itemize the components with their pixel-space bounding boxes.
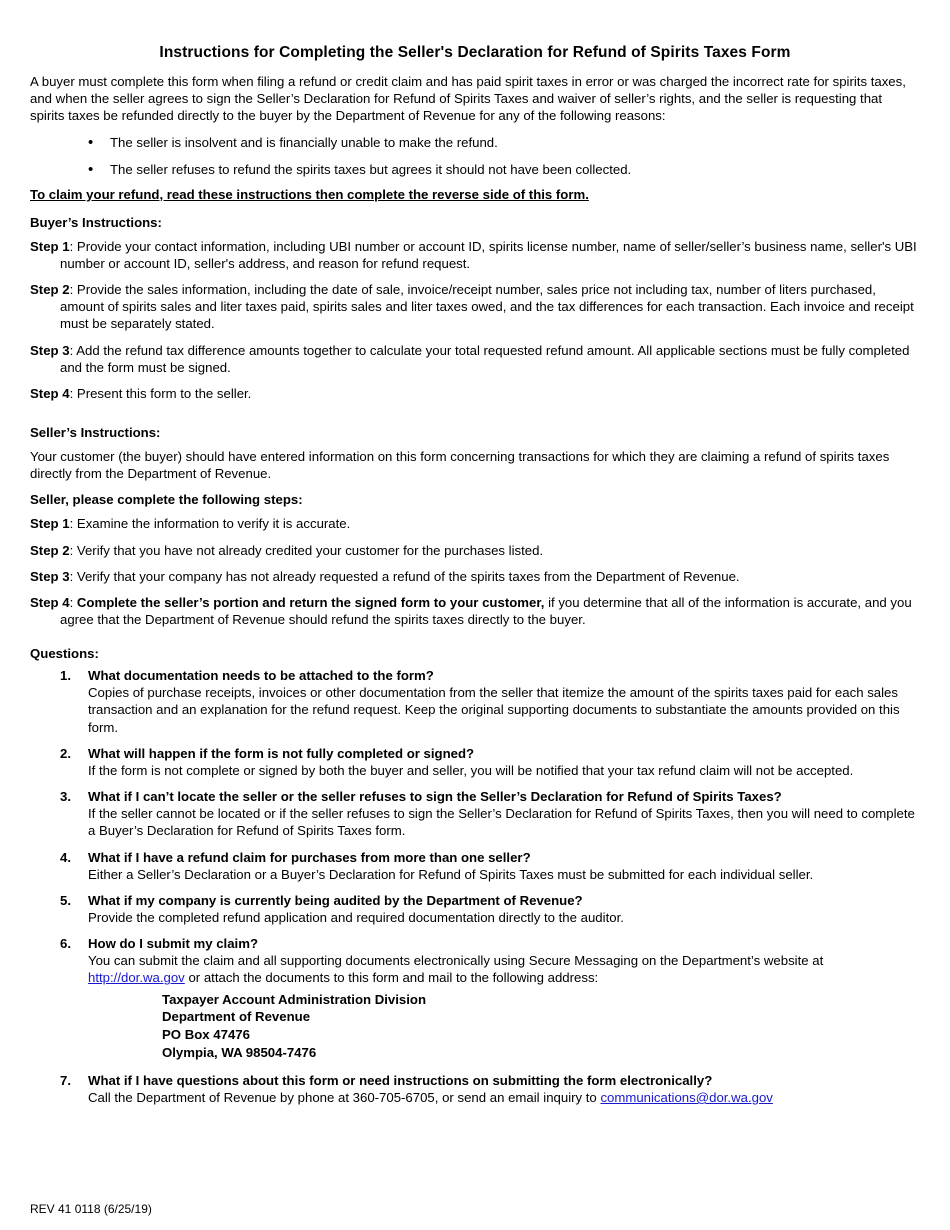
question-title: What if my company is currently being audited by the Department of Revenue? — [88, 892, 583, 908]
questions-heading: Questions: — [30, 646, 99, 662]
email-link[interactable]: communications@dor.wa.gov — [600, 1090, 773, 1106]
seller-step-4 — [30, 594, 920, 628]
question-item-3 — [30, 788, 920, 839]
step-text: Provide the sales information, including the date of sale, invoice/receipt number, sales price not including tax, number of liters purchased, amount of spirits sales and liter taxes paid, spirits sales and liter taxes owed, and the tax differences for each transaction. Each invoice and receipt must be separately stated. — [60, 282, 914, 332]
seller-steps-subheading: Seller, please complete the following steps: — [30, 492, 303, 508]
question-item-4 — [30, 849, 920, 883]
question-item-1 — [30, 667, 920, 736]
question-body — [88, 952, 920, 986]
reasons-list — [30, 134, 920, 177]
buyer-step-3 — [30, 342, 920, 376]
seller-instructions-heading: Seller’s Instructions: — [30, 425, 161, 441]
seller-intro-paragraph: Your customer (the buyer) should have entered information on this form concerning transactions for which they are claiming a refund of spirits taxes directly from the Department of Revenue. — [30, 449, 890, 482]
step-label: Step 3 — [30, 568, 70, 584]
question-body: If the form is not complete or signed by both the buyer and seller, you will be notified that your tax refund claim will not be accepted. — [88, 762, 854, 778]
claim-refund-notice: To claim your refund, read these instructions then complete the reverse side of this form. — [30, 186, 589, 202]
question-item-2 — [30, 745, 920, 779]
question-item-6 — [30, 935, 920, 1062]
step-text: if you determine that all of the information is accurate, and you agree that the Department of Revenue should refund the spirits taxes directly to the buyer. — [60, 594, 912, 627]
step-label: Step 3 — [30, 342, 70, 358]
question-title: What if I have a refund claim for purchases from more than one seller? — [88, 849, 531, 865]
question-body: Copies of purchase receipts, invoices or other documentation from the seller that itemize the amount of the spirits taxes paid for each sales transaction and an explanation for the refund request. Keep the original supporting documents to substantiate the amounts provided on this form. — [88, 685, 900, 735]
question-item-5 — [30, 892, 920, 926]
step-label: Step 2 — [30, 282, 70, 298]
buyer-instructions-heading: Buyer’s Instructions: — [30, 214, 162, 230]
buyer-step-4 — [30, 385, 920, 402]
question-title: What documentation needs to be attached to the form? — [88, 668, 434, 684]
question-body-after-link: or attach the documents to this form and mail to the following address: — [184, 970, 599, 986]
question-body: Provide the completed refund application and required documentation directly to the auditor. — [88, 910, 624, 925]
step-text: Verify that you have not already credited your customer for the purchases listed. — [76, 542, 544, 558]
step-label: Step 4 — [30, 594, 70, 610]
revision-footer: REV 41 0118 (6/25/19) — [30, 1202, 152, 1216]
step-text: Provide your contact information, including UBI number or account ID, spirits license number, name of seller/seller’s business name, seller's UBI number or account ID, seller's address, and reason for refund request. — [60, 238, 917, 271]
step-text: Verify that your company has not already requested a refund of the spirits taxes from the Department of Revenue. — [76, 568, 740, 584]
step-text: Present this form to the seller. — [76, 385, 252, 401]
question-title: How do I submit my claim? — [88, 936, 258, 952]
step-separator: : — [69, 542, 77, 558]
step-label: Step 1 — [30, 516, 70, 532]
question-body-before-link: Call the Department of Revenue by phone at 360-705-6705, or send an email inquiry to — [88, 1090, 601, 1106]
mailing-address — [162, 991, 920, 1062]
list-item: • The seller refuses to refund the spirits taxes but agrees it should not have been collected. — [88, 161, 920, 178]
question-title: What if I can’t locate the seller or the seller refuses to sign the Seller’s Declaration for Refund of Spirits Taxes? — [88, 789, 782, 805]
seller-step-1 — [30, 515, 920, 532]
address-line-3: PO Box 47476 — [162, 1027, 250, 1043]
step-separator: : — [69, 238, 77, 254]
seller-step-2 — [30, 542, 920, 559]
step-separator: : — [69, 342, 77, 358]
dor-website-link[interactable]: http://dor.wa.gov — [88, 970, 185, 986]
step-text: Examine the information to verify it is accurate. — [76, 516, 351, 532]
question-item-7 — [30, 1072, 920, 1106]
step-bold-lead: Complete the seller’s portion and return the signed form to your customer, — [76, 594, 545, 610]
question-title: What will happen if the form is not fully completed or signed? — [88, 745, 475, 761]
questions-list — [30, 667, 920, 1106]
question-body: If the seller cannot be located or if the seller refuses to sign the Seller’s Declaration for Refund of Spirits Taxes, then you will need to complete a Buyer’s Declaration for Refund of Spirits Taxes form. — [88, 806, 915, 839]
question-body: Either a Seller’s Declaration or a Buyer’s Declaration for Refund of Spirits Taxes must be submitted for each individual seller. — [88, 866, 814, 882]
buyer-step-2 — [30, 281, 920, 332]
page-title: Instructions for Completing the Seller's Declaration for Refund of Spirits Taxes Form — [159, 44, 791, 61]
buyer-step-1 — [30, 238, 920, 272]
list-item: • The seller is insolvent and is financially unable to make the refund. — [88, 134, 920, 151]
seller-step-3 — [30, 568, 920, 585]
step-label: Step 1 — [30, 238, 70, 254]
step-separator: : — [69, 568, 77, 584]
step-label: Step 2 — [30, 542, 70, 558]
step-label: Step 4 — [30, 385, 70, 401]
step-separator: : — [69, 385, 77, 401]
address-line-4: Olympia, WA 98504-7476 — [162, 1045, 317, 1061]
step-text: Add the refund tax difference amounts together to calculate your total requested refund amount. All applicable sections must be fully completed and the form must be signed. — [60, 342, 910, 375]
address-line-1: Taxpayer Account Administration Division — [162, 991, 427, 1007]
step-separator: : — [69, 594, 77, 610]
question-body-before-link: You can submit the claim and all supporting documents electronically using Secure Messaging on the Department’s website at — [88, 953, 824, 969]
intro-paragraph: A buyer must complete this form when filing a refund or credit claim and has paid spirit taxes in error or was charged the incorrect rate for spirits taxes, and when the seller agrees to sign the Seller’s Declaration for Refund of Spirits Taxes and waiver of seller’s rights, and the seller is requesting that spirits taxes be refunded directly to the buyer by the Department of Revenue for any of the following reasons: — [30, 74, 906, 124]
step-separator: : — [69, 282, 77, 298]
step-separator: : — [69, 516, 77, 532]
address-line-2: Department of Revenue — [162, 1009, 311, 1025]
question-title: What if I have questions about this form or need instructions on submitting the form electronically? — [88, 1072, 713, 1088]
question-body — [88, 1089, 920, 1106]
